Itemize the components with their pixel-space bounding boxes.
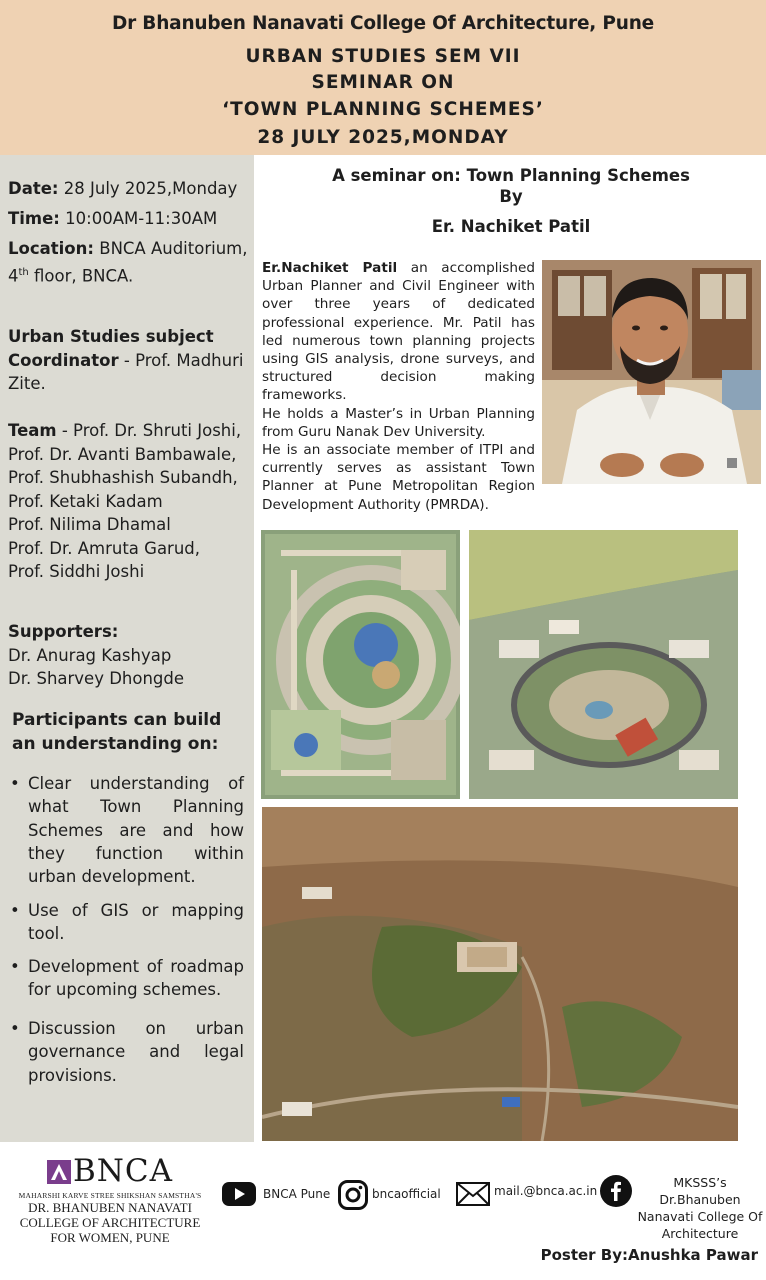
bullet-text: Development of roadmap for upcoming schemes.: [28, 957, 244, 1000]
header-banner: [0, 0, 766, 155]
time-line: [8, 207, 248, 231]
facebook-name-line1: MKSSS’s Dr.Bhanuben: [659, 1175, 741, 1207]
mail-address[interactable]: mail.@bnca.ac.in: [494, 1184, 598, 1198]
supporter-name: Dr. Anurag Kashyap: [8, 645, 172, 665]
bio-paragraph: an accomplished Urban Planner and Civil Engineer with over three years of dedicated professional experience. Mr. Patil has led numerous town planning projects using GIS analysis, drone surveys, and structured decision making frameworks.: [262, 260, 535, 404]
team-member: Prof. Siddhi Joshi: [8, 562, 145, 581]
team-member: Prof. Nilima Dhamal: [8, 515, 171, 534]
coordinator-value: - Prof. Madhuri Zite.: [8, 350, 244, 393]
bullet-dot-icon: •: [10, 1019, 20, 1038]
speaker-bio: [262, 259, 535, 514]
course-title: URBAN STUDIES SEM VII: [245, 46, 521, 67]
bio-paragraph: He holds a Master’s in Urban Planning from Guru Nanak Dev University.: [262, 405, 535, 440]
poster-credit: Poster By:Anushka Pawar: [540, 1246, 758, 1264]
bullet-item: [10, 955, 244, 1002]
seminar-on-label: SEMINAR ON: [311, 72, 455, 93]
participants-heading: Participants can build an understanding on:: [12, 710, 222, 754]
location-floor-text: floor, BNCA.: [28, 266, 134, 285]
supporters-block: [8, 620, 248, 691]
location-floor-suffix: th: [18, 266, 29, 278]
logo-college-line2: COLLEGE OF ARCHITECTURE: [19, 1215, 201, 1230]
footer: [0, 1142, 766, 1280]
aerial-render-image: [469, 530, 738, 799]
bnca-logo: [10, 1154, 210, 1245]
team-member: Prof. Dr. Avanti Bambawale,: [8, 444, 237, 464]
bullet-text: Clear understanding of what Town Planning Schemes are and how they function within urban development.: [28, 774, 244, 887]
youtube-handle[interactable]: BNCA Pune: [263, 1187, 331, 1201]
team-member: - Prof. Dr. Shruti Joshi,: [56, 421, 242, 440]
facebook-icon[interactable]: [600, 1175, 632, 1207]
date-label: Date:: [8, 179, 59, 198]
location-block: [8, 237, 248, 288]
bio-paragraph: He is an associate member of ITPI and currently serves as assistant Town Planner at Pune Metropolitan Region Development Authority (PMRDA).: [262, 442, 535, 513]
bullet-text: Discussion on urban governance and legal provisions.: [28, 1019, 244, 1085]
time-label: Time:: [8, 209, 60, 228]
college-title: Dr Bhanuben Nanavati College Of Architecture, Pune: [111, 13, 655, 34]
bullet-dot-icon: •: [10, 774, 20, 793]
logo-text: BNCA: [72, 1153, 173, 1189]
team-member: Prof. Ketaki Kadam: [8, 491, 163, 511]
facebook-page-name[interactable]: [636, 1174, 764, 1242]
coordinator-label-line2: Coordinator: [8, 350, 119, 370]
date-value: 28 July 2025,Monday: [58, 179, 238, 198]
location-label: Location:: [8, 239, 94, 258]
bnca-emblem-icon: [47, 1160, 71, 1184]
team-label: Team: [8, 421, 57, 440]
supporter-name: Dr. Sharvey Dhongde: [8, 669, 185, 688]
team-member: Prof. Shubhashish Subandh,: [8, 468, 238, 487]
mail-icon[interactable]: [456, 1182, 490, 1206]
seminar-topic: ‘TOWN PLANNING SCHEMES’: [222, 99, 544, 120]
info-sidebar: [0, 155, 254, 1142]
seminar-title: [256, 165, 766, 207]
date-line: [8, 177, 248, 201]
speaker-photo: [542, 260, 761, 484]
bullet-text: Use of GIS or mapping tool.: [28, 901, 244, 944]
location-floor-number: 4: [8, 266, 19, 285]
by-label: By: [499, 187, 523, 206]
team-block: [8, 419, 248, 584]
location-value: BNCA Auditorium,: [94, 239, 248, 258]
logo-trust-name: MAHARSHI KARVE STREE SHIKSHAN SAMSTHA'S: [18, 1191, 202, 1200]
seminar-title-text: A seminar on: Town Planning Schemes: [332, 166, 690, 185]
seminar-date-banner: 28 JULY 2025,MONDAY: [257, 127, 509, 148]
drone-aerial-photo: [262, 807, 738, 1141]
youtube-icon[interactable]: [222, 1182, 256, 1206]
bullet-dot-icon: •: [10, 957, 20, 976]
supporters-label: Supporters:: [8, 622, 119, 641]
master-plan-image: [261, 530, 460, 799]
instagram-icon[interactable]: [338, 1180, 368, 1210]
bullet-item: [10, 899, 244, 946]
facebook-name-line2: Nanavati College Of: [637, 1209, 763, 1224]
facebook-name-line3: Architecture: [661, 1226, 739, 1241]
bio-name: Er.Nachiket Patil: [262, 260, 398, 276]
bullet-dot-icon: •: [10, 901, 20, 920]
logo-college-line1: DR. BHANUBEN NANAVATI: [28, 1200, 192, 1215]
bullet-item: [10, 1017, 244, 1087]
bullet-item: [10, 772, 244, 888]
coordinator-label-line1: Urban Studies subject: [8, 327, 214, 346]
speaker-name: Er. Nachiket Patil: [431, 217, 591, 236]
instagram-handle[interactable]: bncaofficial: [372, 1187, 441, 1201]
logo-college-line3: FOR WOMEN, PUNE: [50, 1230, 170, 1245]
team-member: Prof. Dr. Amruta Garud,: [8, 538, 201, 558]
coordinator-block: [8, 325, 248, 396]
time-value: 10:00AM-11:30AM: [59, 209, 218, 228]
